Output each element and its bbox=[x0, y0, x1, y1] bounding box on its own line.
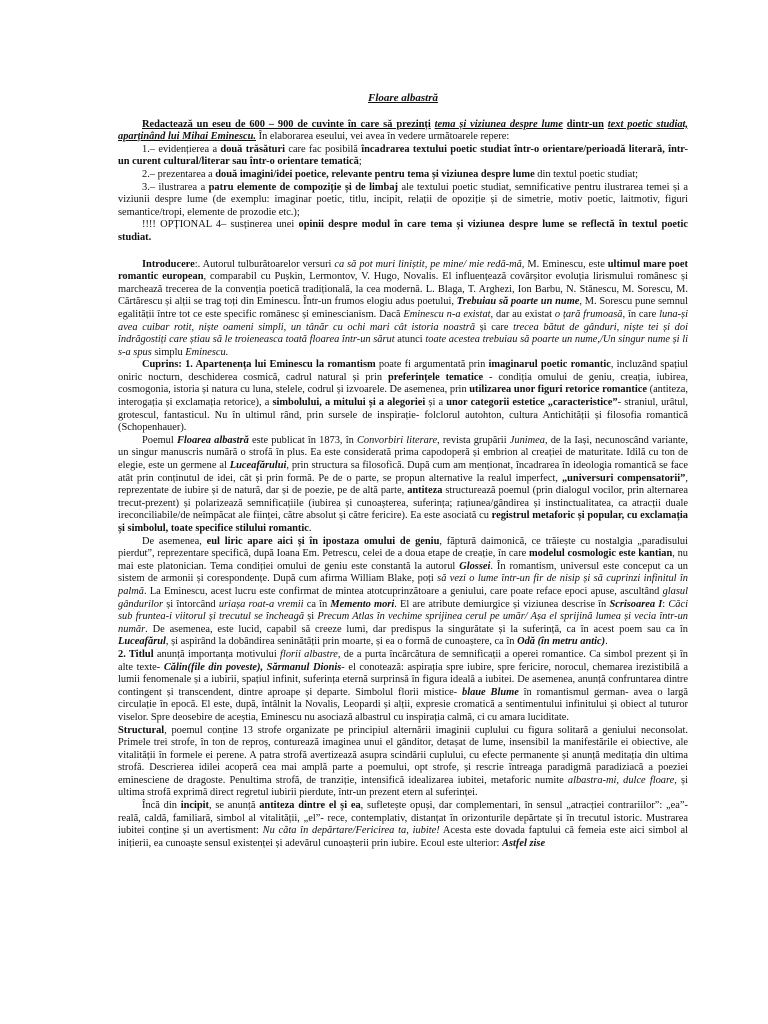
titlu-text-1: anunță importanța motivului bbox=[156, 648, 277, 660]
requirement-point-1 bbox=[118, 144, 688, 169]
eul-text-6: și întorcând bbox=[166, 598, 216, 610]
eul-text-8: . El are atribute demiurgice și viziunea descrise în bbox=[394, 598, 607, 610]
intro-text-1: :. Autorul tulburătoarelor versuri bbox=[194, 258, 332, 270]
requirement-note: În elaborarea eseului, vei avea în vedere următoarele repere: bbox=[258, 131, 510, 143]
intro-text-8: atunci bbox=[397, 334, 423, 346]
poem-text-3: , revista grupării bbox=[437, 434, 507, 446]
eul-quote-5: Precum Atlas în vechime sprijinea cerul pe umăr/ Așa el sprijină lumea și vecia într-un număr bbox=[118, 611, 688, 635]
cuprins-bold-5: unor categorii estetice „caracteristice” bbox=[446, 397, 618, 409]
poem-text-1: Poemul bbox=[142, 434, 174, 446]
requirement-intro: Redactează un eseu de 600 – 900 de cuvinte în care să prezinți bbox=[142, 118, 431, 130]
point-1-mid: care fac posibilă bbox=[288, 143, 358, 155]
titlu-works: Călin(file din poveste), Sărmanul Dionis bbox=[163, 661, 342, 673]
poem-text-2: este publicat în 1873, în bbox=[251, 434, 354, 446]
point-3-bold: patru elemente de compoziție și de limbaj bbox=[208, 181, 398, 193]
eul-glossa: Glossei bbox=[459, 560, 491, 572]
requirement-point-3 bbox=[118, 182, 688, 220]
eul-text-5: . La Eminescu, acest lucru este confirmat de mintea atotcuprinzătoare a geniului, care poate reface epoci apuse, ascultând bbox=[143, 585, 660, 597]
eul-text-4: . În romantism, universul este conceput ca un sistem de armonii și corespondențe. După cum afirma William Blake, poți bbox=[118, 560, 689, 585]
essay-requirement bbox=[118, 119, 688, 144]
point-1-lead: 1.– evidențierea a bbox=[142, 143, 218, 155]
introduction-paragraph bbox=[118, 259, 688, 360]
eul-bold-1: eul liric apare aici și în ipostaza omului de geniu bbox=[206, 535, 440, 547]
incipit-text-1: Încă din bbox=[142, 800, 177, 812]
incipit-bold-1: incipit bbox=[180, 800, 209, 812]
eul-quote-3: uriașa roat-a vremii bbox=[218, 598, 304, 610]
point-4-bold: opinii despre modul în care tema și viziunea despre lume se reflectă în textul poetic studiat. bbox=[118, 219, 689, 243]
eul-end: . bbox=[605, 636, 608, 648]
intro-quote-1: ca să pot muri liniștit, pe mine/ mie redă-mă, bbox=[334, 258, 525, 270]
point-2-bold: două imagini/idei poetice, relevante pentru tema și viziunea despre lume bbox=[215, 168, 535, 180]
intro-text-6: , în care bbox=[622, 308, 657, 320]
intro-quote-6: toate acestea trebuiau să poarte un nume,/Un singur nume și li s-a spus bbox=[118, 334, 688, 358]
intro-quote-7: Eminescu. bbox=[185, 346, 229, 358]
document-title: Floare albastră bbox=[368, 92, 438, 104]
requirement-text-type: text poetic studiat, aparținând lui Mihai Eminescu. bbox=[118, 118, 689, 143]
eul-quote-2: glasul gândurilor bbox=[118, 585, 688, 610]
incipit-quote-end: Astfel zise bbox=[502, 837, 546, 849]
cuprins-text-6: - straniul, urâtul, grotescul, fantasticul. Nu în ultimul rând, prin sursele de inspirație- folclorul autohton, cultura Antichității și filosofia romantică (Schopenhauer). bbox=[118, 397, 688, 434]
eul-text-2: , făptură daimonică, ce trăiește cu nostalgia „paradisului pierdut”, reprezentare specifică, după Ioana Em. Petrescu, celei de a doua etape de creație, în care bbox=[118, 535, 688, 560]
eul-oda: Odă (în metru antic) bbox=[517, 636, 606, 648]
poem-text-5: , prin structura sa filosofică. După cum am menționat, încadrarea în ideologia romantică se face atât prin conținutul de idei, cât și prin formă. Pe de o parte, se propun alternative la realul imperfect, bbox=[118, 460, 688, 484]
introduction-heading: Introducere bbox=[142, 258, 195, 270]
structural-heading: Structural bbox=[118, 724, 165, 736]
lyrical-self-paragraph bbox=[118, 536, 688, 649]
requirement-point-4 bbox=[118, 219, 688, 244]
point-4-lead: !!!! OPȚIONAL 4– susținerea unei bbox=[142, 219, 295, 231]
point-2-end: din textul poetic studiat; bbox=[537, 168, 639, 180]
intro-text-3: , comparabil cu Pușkin, Lermontov, V. Hugo, Novalis. El influențează covârșitor evoluția lirismului românesc și marchează trecerea de la convenția poetică tradițională, la cea modernă. L. Blaga, T. Arghezi, Ion Barbu, N. Stănescu, M. Sorescu, M. Cărtărescu și alții se trag toți din Eminescu. Într-un frumos elogiu adus poetului, bbox=[118, 271, 688, 308]
point-3-lead: 3.– ilustrarea a bbox=[142, 181, 206, 193]
point-1-end: ; bbox=[358, 156, 362, 168]
titlu-heading: 2. Titlul bbox=[118, 648, 154, 660]
poem-paragraph bbox=[118, 435, 688, 536]
requirement-theme: tema și viziunea despre lume bbox=[434, 118, 563, 130]
cuprins-text-2: , incluzând spațiul oniric nocturn, deschiderea cosmică, cadrul natural și prin bbox=[118, 359, 688, 383]
intro-quote-3: o țară frumoasă bbox=[554, 308, 623, 320]
section-gap bbox=[118, 245, 688, 259]
eul-quote-1: să vezi o lume într-un fir de nisip și să cuprinzi infinitul în palmă bbox=[118, 573, 688, 597]
title-paragraph bbox=[118, 649, 688, 725]
poem-title: Floarea albastră bbox=[176, 434, 249, 446]
intro-quote-5: trecea bătut de gânduri, niște tei și doi îndrăgostiți care știau să le troieneasca toată floarea într-un sărut bbox=[118, 321, 688, 346]
eul-text-9: și bbox=[307, 611, 315, 623]
cuprins-text-4: (antiteza, interogația și exclamația retorice), a bbox=[118, 384, 688, 409]
poem-bold-3: registrul metaforic și popular, cu exclamația și simbolul, toate specifice stilului romantic bbox=[118, 510, 689, 534]
eul-text-11: , și aspirând la dobândirea seninătății prin moarte, și ea o formă de cunoaștere, ca în bbox=[165, 636, 515, 648]
cuprins-bold-4: simbolului, a mitului și a alegoriei bbox=[272, 397, 426, 409]
structural-quote: albastra-mi, dulce floare bbox=[567, 774, 675, 786]
poem-luceafarul: Luceafărului bbox=[229, 460, 287, 472]
intro-text-9: simplu bbox=[154, 346, 183, 358]
eul-luceafarul: Luceafărul bbox=[118, 636, 166, 648]
incipit-text-4: Acesta este dovada faptului că femeia este aici simbol al inițierii, ea cunoaște sensul existenței și adevărul cunoașterii prin iubire. Ecoul este ulterior: bbox=[118, 825, 688, 849]
eul-quote-4: Căci sub fruntea-i viitorul și trecutul se încheagă bbox=[118, 598, 688, 623]
incipit-text-3: , sufletește opuși, dar complementari, în sensul „atracției contrariilor”: „ea”- reală, caldă, familiară, simbol al vitalității, „el”- rece, contemplativ, distanțat în orizonturile depărtate și în trecutul istoric. Mustrarea iubitei conține și un avertisment: bbox=[118, 800, 688, 837]
eul-scrisoarea: Scrisoarea I bbox=[609, 598, 663, 610]
titlu-text-4: în romantismul german- avea o largă circulație în epocă. El este, după, întâlnit la Novalis, Leopardi și alții, expresie cromatică a sentimentului infinitului și obiect al tuturor viselor. Spre deosebire de aceștia, Eminescu nu asociază albastrul cu inspirația calmă, ci cu amara luciditate. bbox=[118, 686, 688, 723]
cuprins-heading: Cuprins: 1. Apartenența lui Eminescu la romantism bbox=[142, 359, 376, 371]
intro-text-5: , dar au existat bbox=[490, 308, 552, 320]
poem-journal: Convorbiri literare bbox=[356, 434, 438, 446]
cuprins-text-1: poate fi argumentată prin bbox=[378, 359, 486, 371]
eul-text-1: De asemenea, bbox=[142, 535, 202, 547]
titlu-blaue-blume: blaue Blume bbox=[462, 686, 519, 698]
intro-poem-title: Trebuiau să poarte un nume bbox=[456, 296, 580, 308]
poem-text-8: . bbox=[308, 523, 312, 534]
requirement-from: dintr-un bbox=[566, 118, 604, 130]
poem-bold-2: antiteza bbox=[407, 485, 443, 497]
titlu-text-2: , de a purta încărcătura de semnificații a operei romantice. Ca simbol prezent și în alte texte- bbox=[118, 648, 688, 673]
intro-text-4: , M. Sorescu pune semnul egalității între tot ce este specific românesc și eminescianism. Dacă bbox=[118, 296, 688, 320]
cuprins-bold-1: imaginarul poetic romantic bbox=[488, 359, 611, 371]
poem-text-4: , de la Iași, necunoscând variante, un singur manuscris numără o strofă în plus. Ea este considerată prima capodoperă și embrion al creației de maturitate. Idilă cu ton de elegie, este un germene al bbox=[118, 434, 688, 472]
incipit-quote: Nu căta în depărtare/Fericirea ta, iubite! bbox=[262, 825, 440, 837]
structural-text-2: , și ultima strofă exprimă direct regretul iubirii pierdute, într-un prezent etern al suferinței. bbox=[118, 774, 688, 799]
intro-quote-4: luna-și avea cuibar rotit, niște oameni simpli, un tânăr cu ochi mari cât istoria noastră bbox=[118, 308, 688, 333]
structural-paragraph bbox=[118, 725, 688, 801]
structural-text-1: , poemul conține 13 strofe organizate pe principiul alternării imaginii cuplului cu figura solitară a geniului neconsolat. Primele trei strofe, în ton de reproș, conturează imaginea unui el gânditor, detașat de lume, insensibil la manifestările ei obiective, ale vitalității în formele ei perene. A patra strofă avertizează asupra scindării cuplului, cu efecte permanente și anunță meditația din ultima strofă. Descrierea idilei acoperă cea mai amplă parte a poemului, opt strofe, și rescrie întreaga paradigmă paradiziacă a poeziei eminesciene de dragoste. Penultima strofă, de tranziție, intensifică idealizarea iubitei, metaforic numite bbox=[118, 724, 688, 786]
intro-bold-1: ultimul mare poet romantic european bbox=[118, 258, 688, 283]
incipit-paragraph bbox=[118, 800, 688, 850]
eul-text-10: . De asemenea, este lucid, capabil să creeze lumi, dar predispus la singurătate și la suferință, ca în acest poem sau ca în bbox=[145, 623, 688, 635]
poem-group: Junimea bbox=[509, 434, 545, 446]
intro-quote-2: Eminescu n-a existat bbox=[403, 308, 491, 320]
eul-memento: Memento mori bbox=[330, 598, 395, 610]
intro-text-2: M. Eminescu, este bbox=[527, 258, 605, 270]
point-1-bold-b: încadrarea textului poetic studiat într-o orientare/perioadă literară, într-un curent cultural/literar sau într-o orientare tematică bbox=[118, 143, 688, 168]
titlu-text-3: - el conotează: aspirația spre iubire, spre fericire, norocul, chemarea irezistibilă a lumii fenomenale și a iubirii, spațiul infinit, suferința eternă surprinsă în figura ideală a iubitei. De asemenea, anunță confruntarea dintre contingent și transcendent, dintre aproape și departe. Simbolul florii mistice- bbox=[118, 661, 688, 698]
eul-text-7: ca în bbox=[306, 598, 328, 610]
poem-bold-1: „universuri compensatorii” bbox=[561, 472, 686, 484]
incipit-bold-2: antiteza dintre el și ea bbox=[259, 800, 361, 812]
eul-text-3: , nu mai este platonician. Tema condiției omului de geniu este constantă la autorul bbox=[118, 548, 688, 572]
point-1-bold-a: două trăsături bbox=[220, 143, 285, 155]
incipit-text-2: , se anunță bbox=[208, 800, 256, 812]
titlu-quote-1: florii albastre bbox=[280, 648, 338, 660]
poem-text-7: structurează poemul (prin dialogul vocilor, prin alternarea trecut-prezent) și polarizează semnificațiile (iubirea și cunoașterea, suferința; rațiunea/gândirea și instinctualitatea, ca atracții duale ireconciliabile/de neîmpăcat ale ființei, către absolut și către fericire). Ea este asociată cu bbox=[118, 485, 688, 522]
cuprins-bold-2: preferințele tematice bbox=[387, 371, 484, 383]
point-2-lead: 2.– prezentarea a bbox=[142, 168, 213, 180]
cuprins-bold-3: utilizarea unor figuri retorice romantice bbox=[469, 384, 647, 396]
requirement-point-2 bbox=[118, 169, 688, 182]
intro-text-7: și care bbox=[479, 321, 509, 333]
point-3-end: ale textului poetic studiat, semnificative pentru ilustrarea temei și a viziunii despre lume (de exemplu: imaginar poetic, titlu, incipit, relații de opoziție și de simetrie, motiv poetic, laitmotiv, figuri semantice/tropi, elemente de prozodie etc.); bbox=[118, 181, 688, 218]
eul-bold-2: modelul cosmologic este kantian bbox=[528, 548, 673, 560]
cuprins-text-3: - condiția omului de geniu, creația, iubirea, cosmogonia, istoria și natura cu luna, stelele, codrul și izvoarele. De asemenea, prin bbox=[118, 371, 688, 396]
eul-colon: : bbox=[662, 598, 666, 610]
cuprins-text-5: și a bbox=[428, 397, 444, 409]
cuprins-paragraph bbox=[118, 359, 688, 435]
poem-text-6: , reprezentate de iubire și de natură, dar și de poezie, pe de altă parte, bbox=[118, 472, 688, 497]
